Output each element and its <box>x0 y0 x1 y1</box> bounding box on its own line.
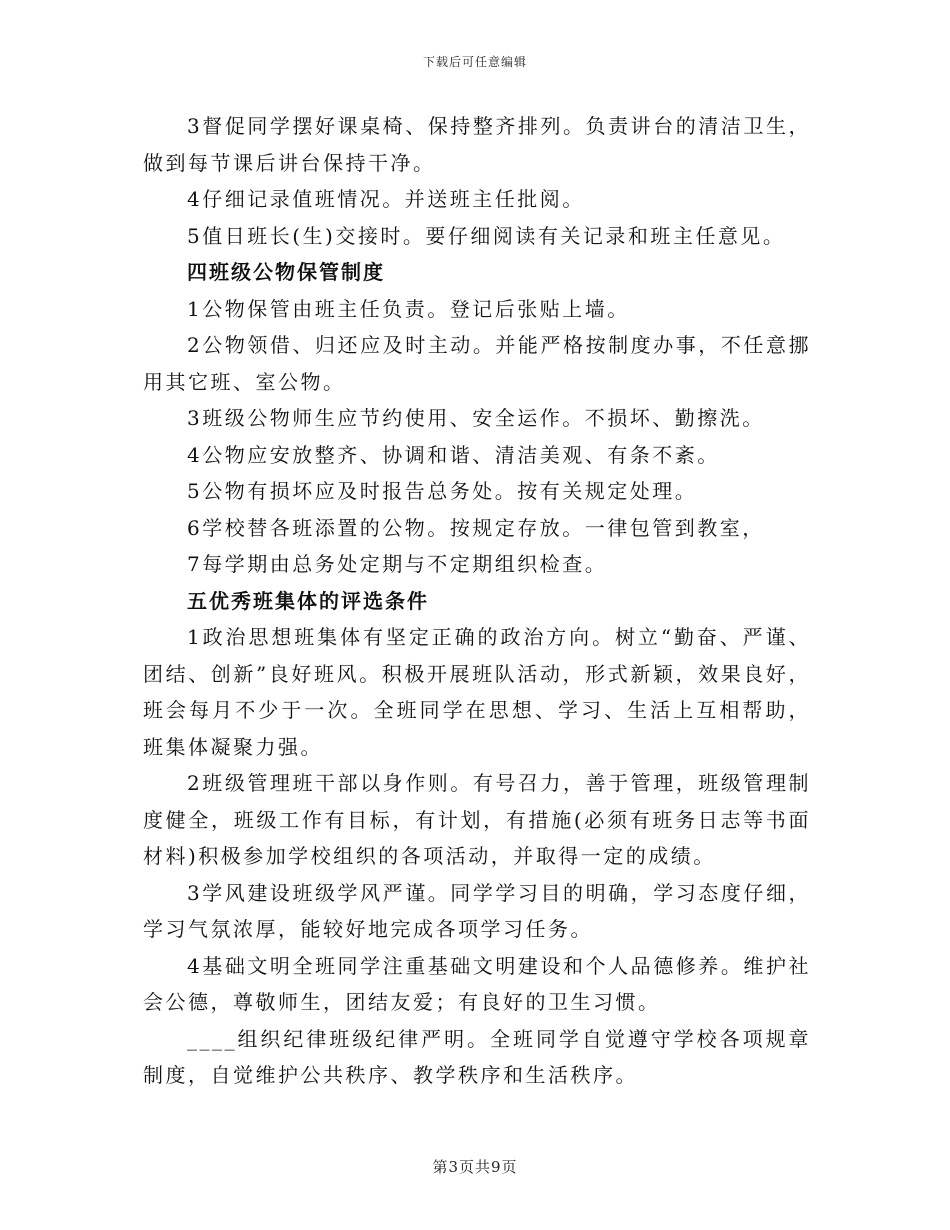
section-heading: 五优秀班集体的评选条件 <box>187 588 429 613</box>
paragraph: 2公物领借、归还应及时主动。并能严格按制度办事，不任意挪用其它班、室公物。 <box>143 333 811 394</box>
section-heading: 四班级公物保管制度 <box>187 260 385 284</box>
page-footer: 第3页共9页 <box>432 1158 518 1176</box>
paragraph: 4仔细记录值班情况。并送班主任批阅。 <box>187 187 585 211</box>
paragraph: 3督促同学摆好课桌椅、保持整齐排列。负责讲台的清洁卫生，做到每节课后讲台保持干净。 <box>143 114 811 175</box>
paragraph: 5公物有损坏应及时报告总务处。按有关规定处理。 <box>187 479 698 503</box>
paragraph: 4公物应安放整齐、协调和谐、清洁美观、有条不紊。 <box>187 442 720 467</box>
paragraph: 1政治思想班集体有坚定正确的政治方向。树立“勤奋、严谨、团结、创新”良好班风。积极开展班队活动，形式新颖，效果良好，班会每月不少于一次。全班同学在思想、学习、生活上互相帮助，班集体凝聚力强。 <box>143 625 811 759</box>
paragraph: 2班级管理班干部以身作则。有号召力，善于管理，班级管理制度健全，班级工作有目标，有计划，有措施(必须有班务日志等书面材料)积极参加学校组织的各项活动，并取得一定的成绩。 <box>143 771 811 868</box>
paragraph: 5值日班长(生)交接时。要仔细阅读有关记录和班主任意见。 <box>187 223 786 248</box>
paragraph: ____组织纪律班级纪律严明。全班同学自觉遵守学校各项规章制度，自觉维护公共秩序、教学秩序和生活秩序。 <box>143 1026 811 1087</box>
page-header: 下载后可任意编辑 <box>422 55 527 69</box>
paragraph: 6学校替各班添置的公物。按规定存放。一律包管到教室， <box>187 515 765 540</box>
paragraph: 4基础文明全班同学注重基础文明建设和个人品德修养。维护社会公德，尊敬师生，团结友爱；有良好的卫生习惯。 <box>143 953 811 1014</box>
paragraph: 1公物保管由班主任负责。登记后张贴上墙。 <box>187 296 630 321</box>
paragraph: 3班级公物师生应节约使用、安全运作。不损坏、勤擦洗。 <box>187 406 765 430</box>
paragraph: 3学风建设班级学风严谨。同学学习目的明确，学习态度仔细，学习气氛浓厚，能较好地完成各项学习任务。 <box>143 880 811 941</box>
document-body <box>143 108 811 1094</box>
paragraph: 7每学期由总务处定期与不定期组织检查。 <box>187 552 608 576</box>
